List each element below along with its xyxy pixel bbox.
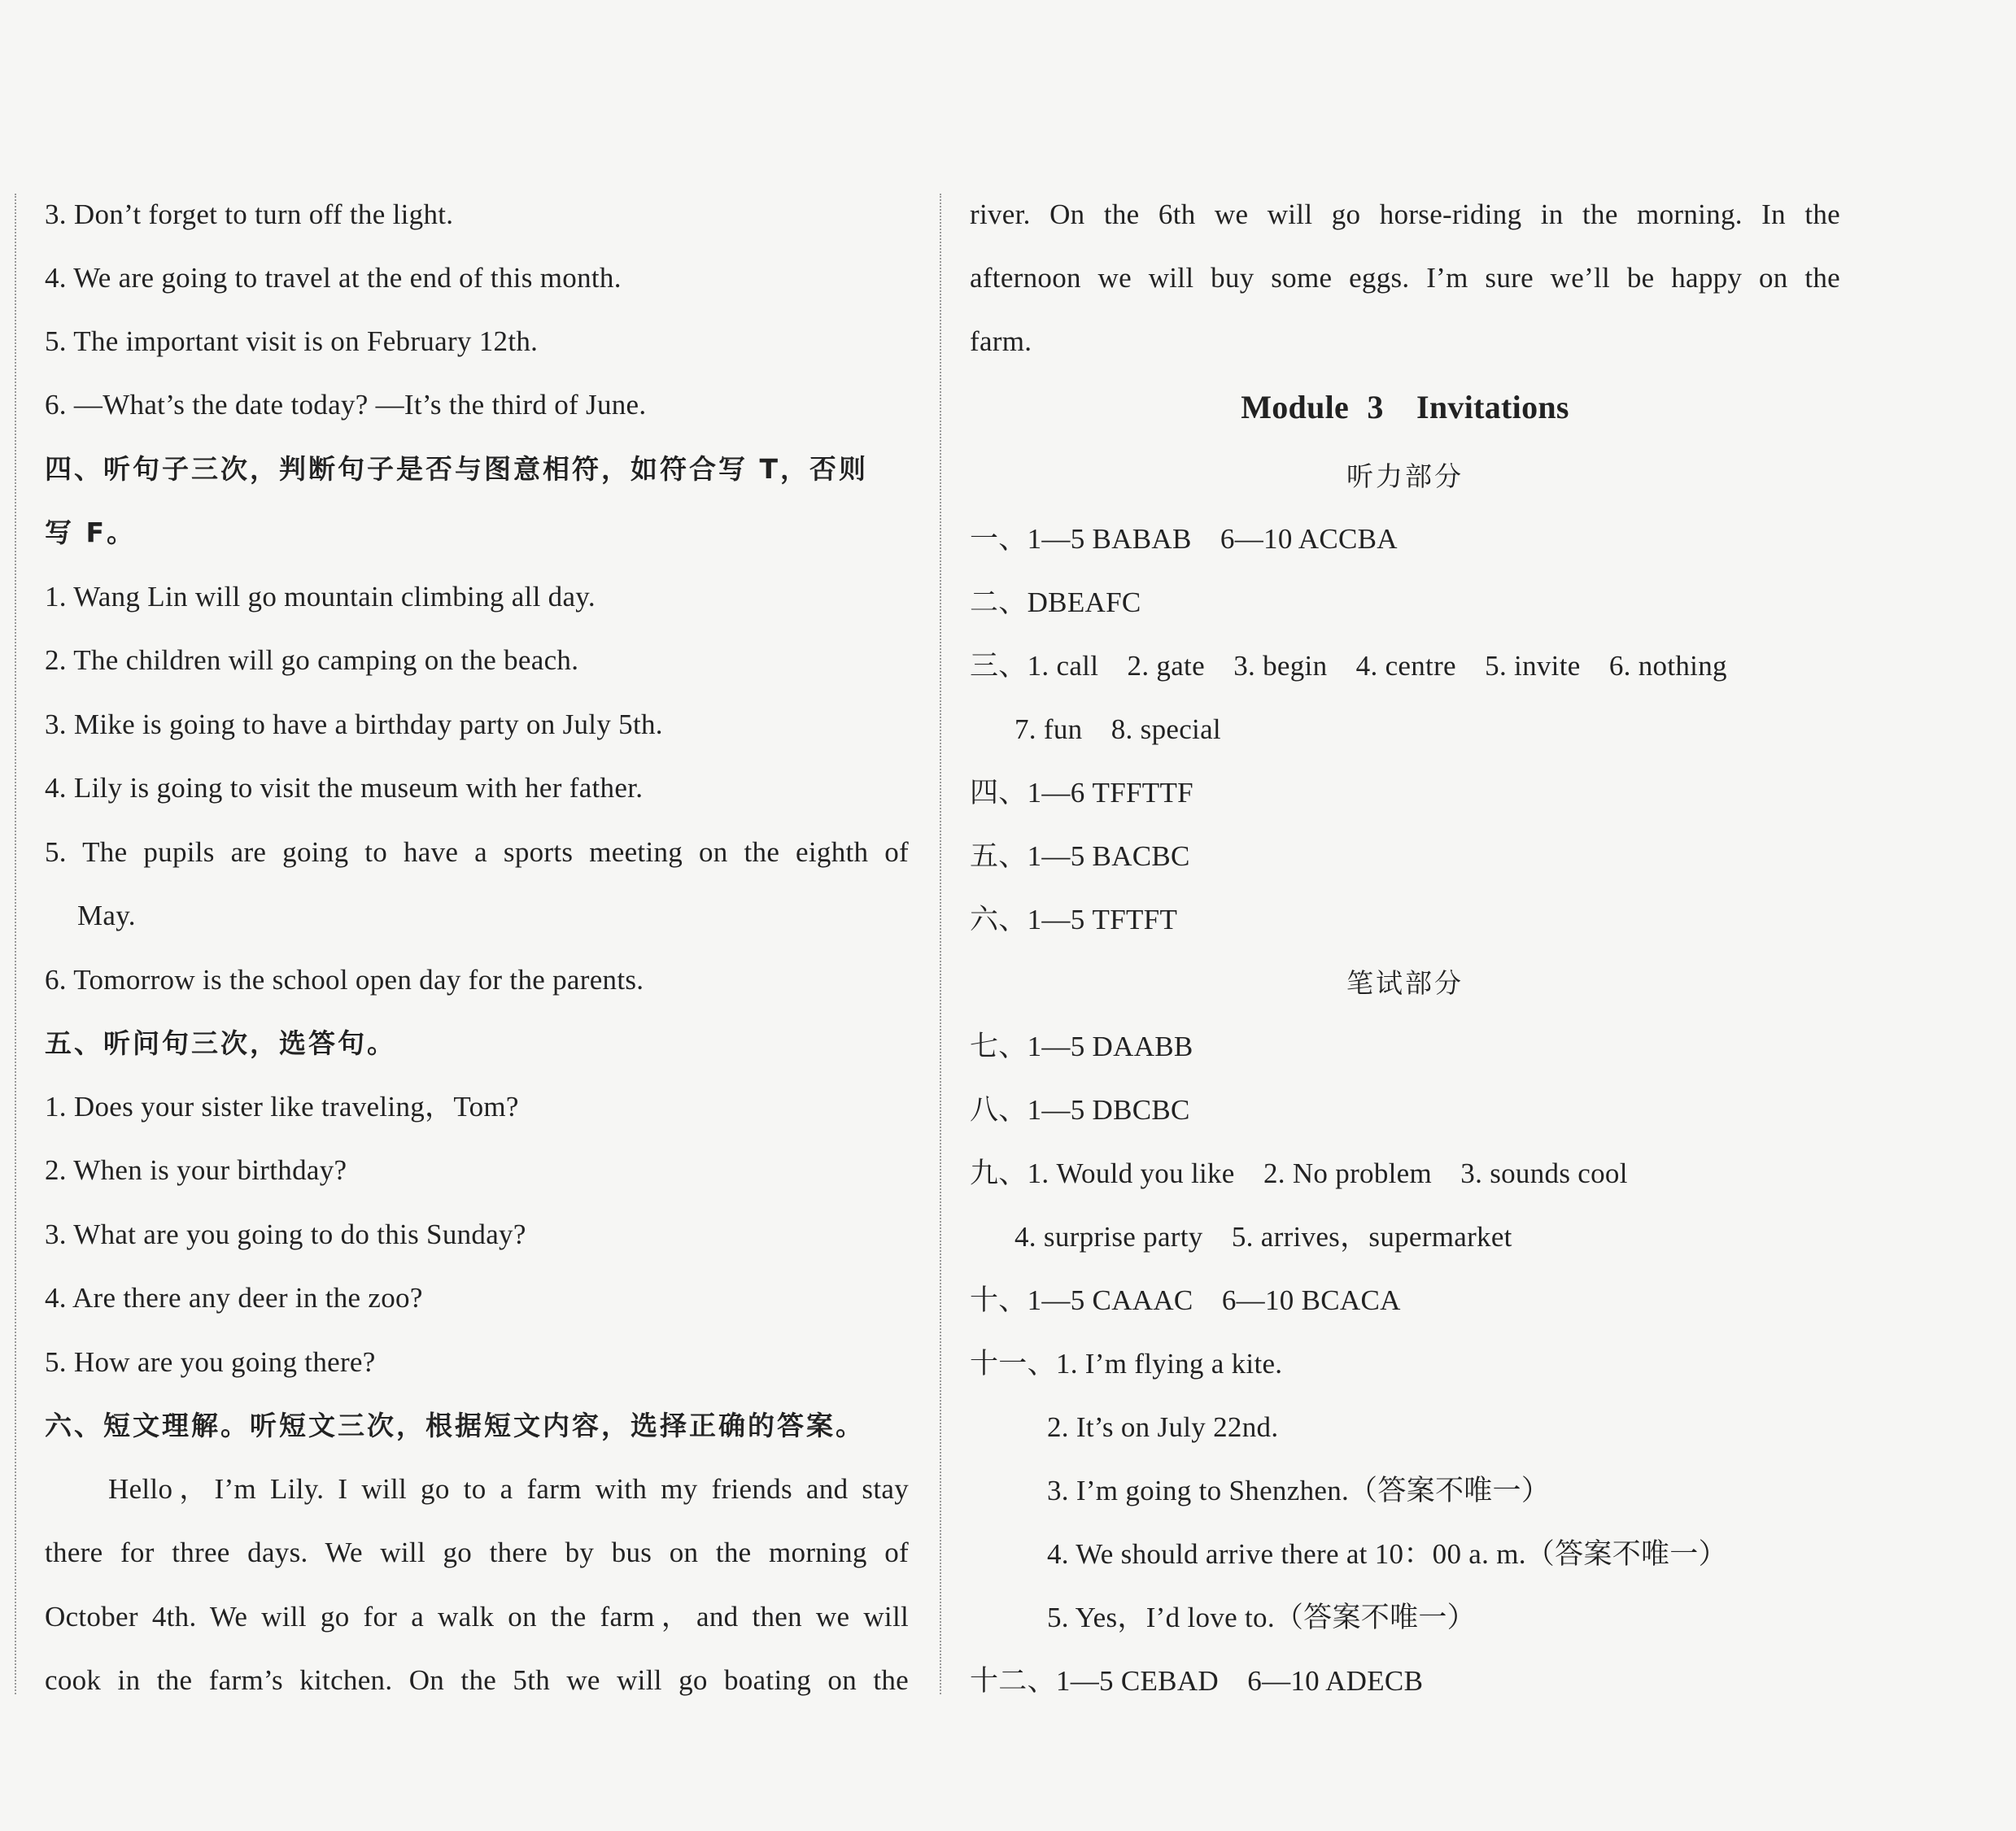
answer-line: 五、1—5 BACBC bbox=[970, 840, 1190, 872]
passage-line: river. On the 6th we will go horse-riding in the morning. In the bbox=[970, 198, 1840, 230]
passage-line: cook in the farm’s kitchen. On the 5th we will go boating on the bbox=[45, 1664, 909, 1696]
answer-line: 3. I’m going to Shenzhen.（答案不唯一） bbox=[1047, 1475, 1551, 1506]
answer-line: 7. fun 8. special bbox=[1015, 713, 1221, 745]
passage-line: there for three days. We will go there by bus on the morning of bbox=[45, 1537, 909, 1568]
text-line: 2. The children will go camping on the beach. bbox=[45, 644, 579, 676]
passage-line: Hello，I’m Lily. I will go to a farm with my friends and stay bbox=[108, 1473, 909, 1505]
section-heading: 四、听句子三次，判断句子是否与图意相符，如符合写 T，否则 bbox=[45, 453, 868, 485]
passage-line: afternoon we will buy some eggs. I’m sure we’ll be happy on the bbox=[970, 262, 1840, 294]
answer-line: 4. We should arrive there at 10：00 a. m.（答案不唯一） bbox=[1047, 1538, 1727, 1570]
left-margin-rule bbox=[15, 194, 16, 1694]
section-title-writing: 笔试部分 bbox=[1346, 967, 1464, 999]
section-heading-cont: 写 F。 bbox=[45, 517, 137, 548]
text-line: 3. Mike is going to have a birthday party on July 5th. bbox=[45, 708, 663, 740]
column-divider bbox=[940, 194, 941, 1694]
answer-line: 十一、1. I’m flying a kite. bbox=[970, 1348, 1283, 1380]
answer-line: 5. Yes，I’d love to.（答案不唯一） bbox=[1047, 1602, 1476, 1633]
answer-line: 九、1. Would you like 2. No problem 3. sounds cool bbox=[970, 1157, 1628, 1189]
answer-line: 三、1. call 2. gate 3. begin 4. centre 5. invite 6. nothing bbox=[970, 650, 1727, 682]
text-line: 3. What are you going to do this Sunday? bbox=[45, 1218, 526, 1250]
answer-line: 八、1—5 DBCBC bbox=[970, 1094, 1190, 1126]
answer-line: 六、1—5 TFTFT bbox=[970, 904, 1178, 935]
text-line: May. bbox=[77, 900, 136, 931]
answer-line: 十、1—5 CAAAC 6—10 BCACA bbox=[970, 1284, 1401, 1316]
text-line: 1. Wang Lin will go mountain climbing all day. bbox=[45, 581, 596, 613]
text-line: 5. The pupils are going to have a sports meeting on the eighth of bbox=[45, 836, 909, 868]
passage-line: October 4th. We will go for a walk on the farm，and then we will bbox=[45, 1601, 909, 1633]
text-line: 6. —What’s the date today? —It’s the third of June. bbox=[45, 389, 647, 421]
section-title-listening: 听力部分 bbox=[1346, 460, 1464, 492]
text-line: 4. We are going to travel at the end of this month. bbox=[45, 262, 622, 294]
text-line: 2. When is your birthday? bbox=[45, 1154, 347, 1186]
answer-line: 四、1—6 TFFTTF bbox=[970, 777, 1193, 809]
text-line: 4. Lily is going to visit the museum with her father. bbox=[45, 772, 644, 804]
answer-line: 七、1—5 DAABB bbox=[970, 1031, 1193, 1062]
answer-line: 2. It’s on July 22nd. bbox=[1047, 1411, 1279, 1443]
text-line: 6. Tomorrow is the school open day for the parents. bbox=[45, 964, 644, 996]
section-heading: 六、短文理解。听短文三次，根据短文内容，选择正确的答案。 bbox=[45, 1410, 865, 1441]
passage-line: farm. bbox=[970, 325, 1032, 357]
answer-line: 二、DBEAFC bbox=[970, 586, 1141, 618]
text-line: 5. The important visit is on February 12th. bbox=[45, 325, 539, 357]
text-line: 4. Are there any deer in the zoo? bbox=[45, 1282, 423, 1314]
text-line: 3. Don’t forget to turn off the light. bbox=[45, 198, 454, 230]
answer-line: 十二、1—5 CEBAD 6—10 ADECB bbox=[970, 1665, 1424, 1697]
text-line: 1. Does your sister like traveling，Tom? bbox=[45, 1091, 519, 1123]
answer-line: 一、1—5 BABAB 6—10 ACCBA bbox=[970, 523, 1398, 555]
section-heading: 五、听问句三次，选答句。 bbox=[45, 1027, 396, 1059]
answer-line: 4. surprise party 5. arrives，supermarket bbox=[1015, 1221, 1512, 1253]
module-title: Module 3 Invitations bbox=[1241, 389, 1569, 425]
text-line: 5. How are you going there? bbox=[45, 1346, 376, 1378]
